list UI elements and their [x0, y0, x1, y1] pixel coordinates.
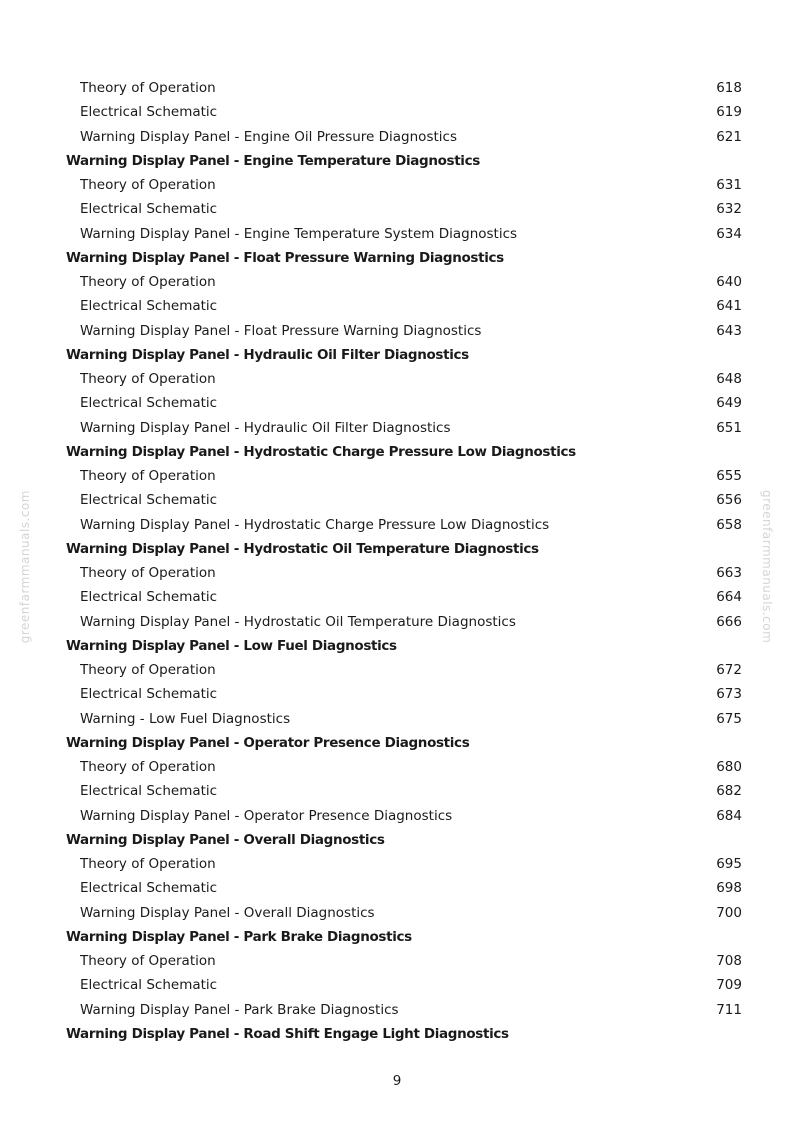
toc-entry[interactable] [66, 901, 742, 925]
toc-entry[interactable] [66, 585, 742, 609]
toc-entry-title: Warning Display Panel - Hydrostatic Oil Temperature Diagnostics [66, 540, 539, 557]
toc-entry-title: Warning Display Panel - Low Fuel Diagnostics [66, 637, 397, 654]
toc-entry-page: 656 [716, 492, 742, 509]
toc-entry-page: 641 [716, 298, 742, 315]
toc-entry-title: Theory of Operation [80, 274, 216, 291]
toc-entry[interactable] [66, 76, 742, 100]
toc-entry[interactable] [66, 949, 742, 973]
toc-entry-title: Warning Display Panel - Float Pressure Warning Diagnostics [80, 322, 482, 339]
toc-entry-title: Electrical Schematic [80, 298, 218, 315]
toc-entry-title: Theory of Operation [80, 856, 216, 873]
toc-entry-page: 632 [716, 201, 742, 218]
toc-entry[interactable] [66, 416, 742, 440]
toc-entry-page: 673 [716, 686, 742, 703]
toc-entry-title: Warning Display Panel - Hydraulic Oil Filter Diagnostics [80, 419, 451, 436]
toc-entry-title: Warning Display Panel - Park Brake Diagnostics [66, 928, 412, 945]
toc-section-heading[interactable] [66, 828, 742, 852]
toc-entry-title: Theory of Operation [80, 759, 216, 776]
toc-entry-title: Warning Display Panel - Hydrostatic Charge Pressure Low Diagnostics [80, 516, 550, 533]
toc-entry-title: Warning Display Panel - Engine Temperature System Diagnostics [80, 225, 518, 242]
toc-entry[interactable] [66, 197, 742, 221]
toc-entry-title: Theory of Operation [80, 565, 216, 582]
toc-entry-title: Theory of Operation [80, 953, 216, 970]
toc-section-heading[interactable] [66, 246, 742, 270]
toc-section-heading[interactable] [66, 634, 742, 658]
toc-entry-page: 631 [716, 177, 742, 194]
watermark-left: greenfarmmanuals.com [18, 490, 32, 644]
toc-entry-page: 700 [716, 904, 742, 921]
toc-entry[interactable] [66, 707, 742, 731]
toc-entry-page: 672 [716, 662, 742, 679]
toc-entry[interactable] [66, 876, 742, 900]
toc-section-heading[interactable] [66, 1022, 742, 1046]
toc-entry-page: 684 [716, 807, 742, 824]
toc-entry-page: 619 [716, 104, 742, 121]
toc-entry-page: 648 [716, 371, 742, 388]
toc-entry-title: Warning Display Panel - Operator Presence Diagnostics [80, 807, 453, 824]
toc-entry-title: Theory of Operation [80, 662, 216, 679]
toc-entry-title: Warning Display Panel - Operator Presence Diagnostics [66, 734, 470, 751]
toc-entry-title: Electrical Schematic [80, 686, 218, 703]
toc-entry-title: Warning Display Panel - Engine Oil Pressure Diagnostics [80, 128, 457, 145]
toc-entry-title: Electrical Schematic [80, 395, 218, 412]
toc-entry-page: 711 [716, 1001, 742, 1018]
toc-entry-page: 708 [716, 953, 742, 970]
toc-section-heading[interactable] [66, 925, 742, 949]
toc-entry[interactable] [66, 488, 742, 512]
toc-entry[interactable] [66, 367, 742, 391]
toc-entry-title: Electrical Schematic [80, 589, 218, 606]
toc-entry-page: 682 [716, 783, 742, 800]
toc-entry-page: 666 [716, 613, 742, 630]
toc-entry-title: Warning - Low Fuel Diagnostics [80, 710, 291, 727]
toc-entry[interactable] [66, 658, 742, 682]
toc-entry-page: 698 [716, 880, 742, 897]
toc-entry-page: 618 [716, 80, 742, 97]
toc-section-heading[interactable] [66, 537, 742, 561]
toc-entry-page: 695 [716, 856, 742, 873]
toc-entry[interactable] [66, 294, 742, 318]
toc-entry[interactable] [66, 682, 742, 706]
toc-entry[interactable] [66, 973, 742, 997]
toc-entry[interactable] [66, 319, 742, 343]
toc-entry[interactable] [66, 173, 742, 197]
toc-entry-page: 680 [716, 759, 742, 776]
toc-entry-page: 649 [716, 395, 742, 412]
toc-entry-title: Electrical Schematic [80, 977, 218, 994]
toc-entry-title: Theory of Operation [80, 371, 216, 388]
toc-entry-title: Warning Display Panel - Hydrostatic Oil Temperature Diagnostics [80, 613, 516, 630]
toc-entry-page: 664 [716, 589, 742, 606]
toc-entry-page: 658 [716, 516, 742, 533]
toc-entry[interactable] [66, 464, 742, 488]
toc-entry-page: 640 [716, 274, 742, 291]
toc-entry-title: Theory of Operation [80, 177, 216, 194]
toc-section-heading[interactable] [66, 731, 742, 755]
toc-entry-title: Warning Display Panel - Overall Diagnostics [80, 904, 375, 921]
toc-entry-title: Warning Display Panel - Overall Diagnostics [66, 831, 385, 848]
toc-entry[interactable] [66, 513, 742, 537]
toc-entry[interactable] [66, 222, 742, 246]
toc-entry-title: Electrical Schematic [80, 104, 218, 121]
toc-entry[interactable] [66, 100, 742, 124]
toc-entry-title: Electrical Schematic [80, 783, 218, 800]
toc-section-heading[interactable] [66, 149, 742, 173]
toc-entry-title: Warning Display Panel - Road Shift Engage Light Diagnostics [66, 1025, 509, 1042]
toc-entry-page: 663 [716, 565, 742, 582]
table-of-contents [66, 76, 742, 1046]
toc-entry-page: 621 [716, 128, 742, 145]
toc-entry[interactable] [66, 852, 742, 876]
toc-entry-title: Electrical Schematic [80, 201, 218, 218]
toc-entry-page: 634 [716, 225, 742, 242]
toc-entry[interactable] [66, 998, 742, 1022]
toc-entry-title: Warning Display Panel - Park Brake Diagnostics [80, 1001, 399, 1018]
toc-entry[interactable] [66, 270, 742, 294]
toc-entry-page: 643 [716, 322, 742, 339]
toc-entry-title: Electrical Schematic [80, 880, 218, 897]
toc-entry[interactable] [66, 125, 742, 149]
toc-entry[interactable] [66, 561, 742, 585]
toc-entry-page: 651 [716, 419, 742, 436]
toc-entry-title: Theory of Operation [80, 468, 216, 485]
toc-entry-title: Warning Display Panel - Hydraulic Oil Filter Diagnostics [66, 346, 469, 363]
page-number: 9 [392, 1073, 402, 1089]
toc-entry[interactable] [66, 804, 742, 828]
toc-entry-title: Electrical Schematic [80, 492, 218, 509]
toc-entry[interactable] [66, 755, 742, 779]
toc-entry-title: Warning Display Panel - Float Pressure Warning Diagnostics [66, 249, 504, 266]
toc-entry[interactable] [66, 391, 742, 415]
toc-entry-title: Warning Display Panel - Engine Temperature Diagnostics [66, 152, 480, 169]
toc-entry-page: 709 [716, 977, 742, 994]
toc-section-heading[interactable] [66, 343, 742, 367]
watermark-right: greenfarmmanuals.com [760, 490, 774, 644]
toc-entry-page: 675 [716, 710, 742, 727]
toc-entry[interactable] [66, 779, 742, 803]
toc-entry-title: Warning Display Panel - Hydrostatic Charge Pressure Low Diagnostics [66, 443, 576, 460]
toc-section-heading[interactable] [66, 440, 742, 464]
toc-entry-title: Theory of Operation [80, 80, 216, 97]
toc-entry-page: 655 [716, 468, 742, 485]
toc-entry[interactable] [66, 610, 742, 634]
